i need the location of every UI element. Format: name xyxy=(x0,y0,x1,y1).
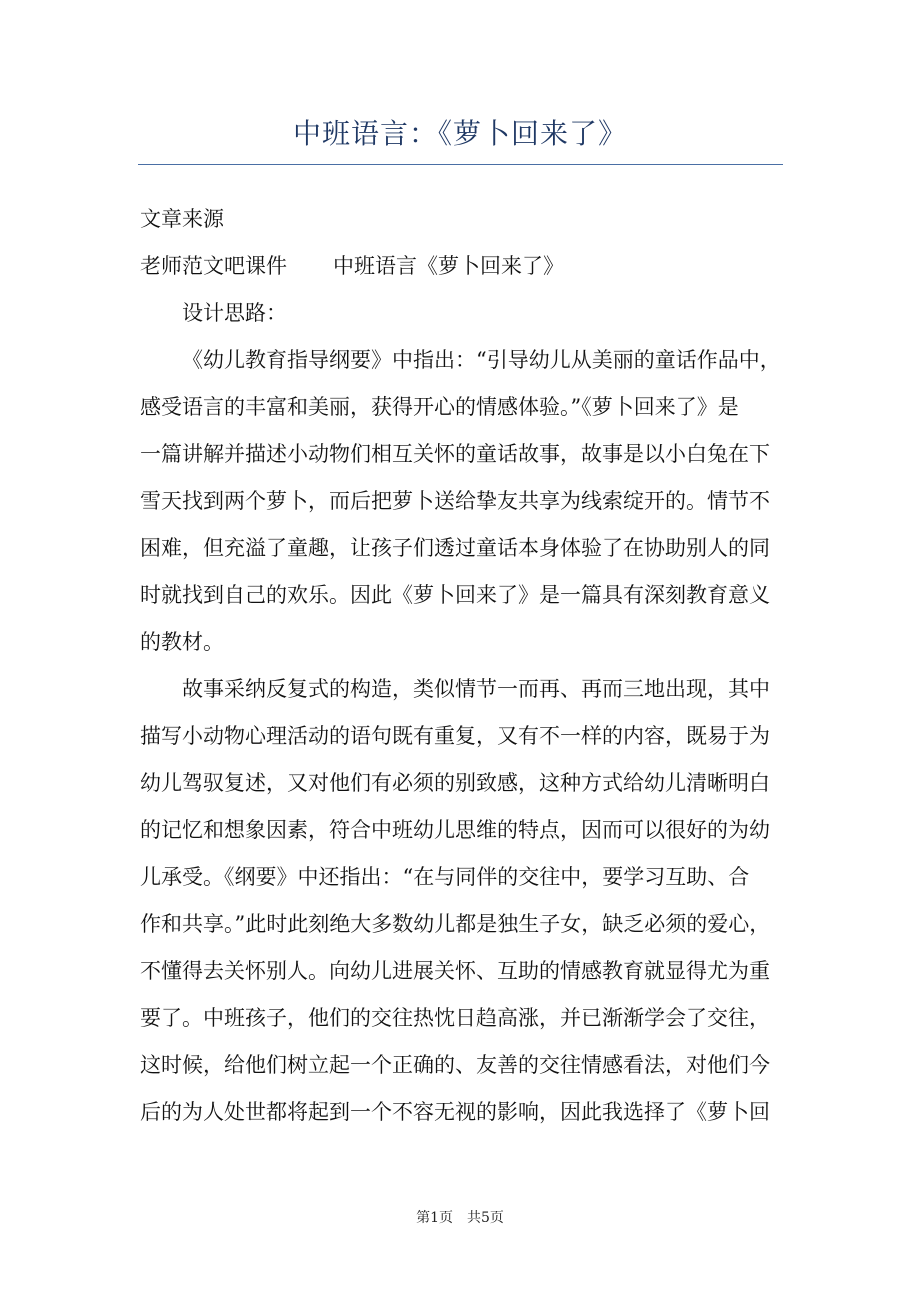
paragraph-line: 后的为人处世都将起到一个不容无视的影响，因此我选择了《萝卜回 xyxy=(140,1100,770,1124)
source-site: 老师范文吧课件 xyxy=(140,254,287,278)
section-heading: 设计思路： xyxy=(182,301,287,325)
paragraph-line: 这时候，给他们树立起一个正确的、友善的交往情感看法，对他们今 xyxy=(140,1053,770,1077)
paragraph-line: 描写小动物心理活动的语句既有重复，又有不一样的内容，既易于为 xyxy=(140,724,770,748)
paragraph-line: 一篇讲解并描述小动物们相互关怀的童话故事，故事是以小白兔在下 xyxy=(140,442,770,466)
source-line xyxy=(140,243,790,290)
paragraph-line: 不懂得去关怀别人。向幼儿进展关怀、互助的情感教育就显得尤为重 xyxy=(140,959,770,983)
source-label: 文章来源 xyxy=(140,207,224,231)
paragraph-line: 困难，但充溢了童趣，让孩子们透过童话本身体验了在协助别人的同 xyxy=(140,536,770,560)
paragraph-line: 儿承受。《纲要》中还指出：“在与同伴的交往中，要学习互助、合 xyxy=(140,865,750,889)
title-divider xyxy=(138,164,783,165)
paragraph-line: 作和共享。”此时此刻绝大多数幼儿都是独生子女，缺乏必须的爱心， xyxy=(140,912,771,936)
paragraph-line: 的教材。 xyxy=(140,630,224,654)
paragraph-line: 雪天找到两个萝卜，而后把萝卜送给挚友共享为线索绽开的。情节不 xyxy=(140,489,770,513)
document-body xyxy=(140,196,790,1136)
paragraph-line: 幼儿驾驭复述，又对他们有必须的别致感，这种方式给幼儿清晰明白 xyxy=(140,771,770,795)
paragraph-line: 《幼儿教育指导纲要》中指出：“引导幼儿从美丽的童话作品中， xyxy=(182,348,781,372)
paragraph-line: 要了。中班孩子，他们的交往热忱日趋高涨，并已渐渐学会了交往， xyxy=(140,1006,770,1030)
paragraph-line: 时就找到自己的欢乐。因此《萝卜回来了》是一篇具有深刻教育意义 xyxy=(140,583,770,607)
paragraph-line: 故事采纳反复式的构造，类似情节一而再、再而三地出现，其中 xyxy=(182,677,770,701)
paragraph-line: 感受语言的丰富和美丽，获得开心的情感体验。”《萝卜回来了》是 xyxy=(140,395,739,419)
source-title: 中班语言《萝卜回来了》 xyxy=(333,254,564,278)
total-page-number: 5 xyxy=(481,1210,490,1226)
paragraph-2 xyxy=(140,666,790,1136)
page-title: 中班语言：《萝卜回来了》 xyxy=(292,117,627,150)
page-footer: 第1页 共5页 xyxy=(416,1210,504,1226)
paragraph-1 xyxy=(140,337,790,666)
paragraph-line: 的记忆和想象因素，符合中班幼儿思维的特点，因而可以很好的为幼 xyxy=(140,818,770,842)
current-page-number: 1 xyxy=(430,1210,439,1226)
